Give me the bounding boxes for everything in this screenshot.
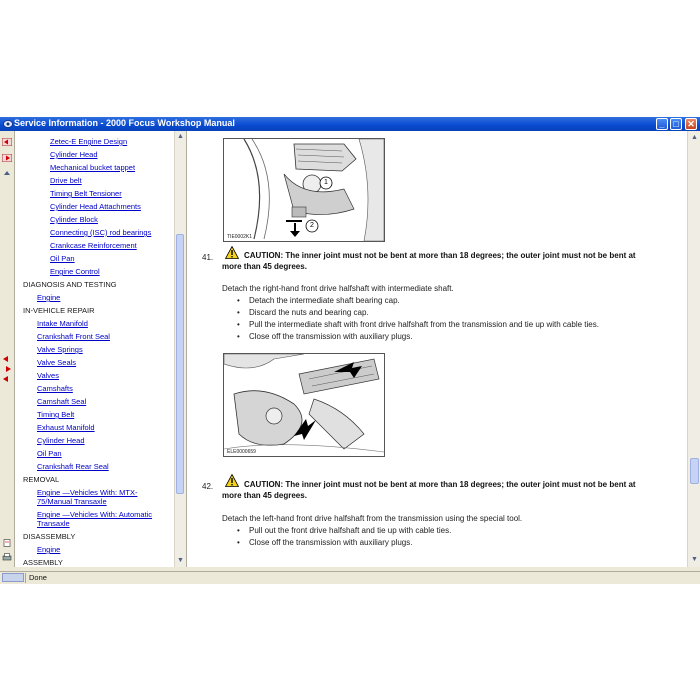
toc-link-cylinder-head[interactable]: Cylinder Head <box>50 150 98 159</box>
app-window <box>0 117 700 583</box>
figure-id-label: ELE0000659 <box>227 449 256 455</box>
step-41-caution-line1: CAUTION: The inner joint must not be bent at more than 18 degrees; the outer joint must not be bent at <box>244 251 636 260</box>
back-arrow-icon[interactable] <box>2 138 12 146</box>
toc-link-cylinder-head-repair[interactable]: Cylinder Head <box>37 436 85 445</box>
toc-link-timing-belt-tensioner[interactable]: Timing Belt Tensioner <box>50 189 122 198</box>
toc-link-valve-springs[interactable]: Valve Springs <box>37 345 83 354</box>
toc-heading-disassembly[interactable]: DISASSEMBLY <box>23 532 76 541</box>
toc-link-zetec-e-engine-design[interactable]: Zetec-E Engine Design <box>50 137 128 146</box>
step-42-bullet: • Pull out the front drive halfshaft and tie up with cable ties. <box>237 526 452 535</box>
step-41-bullet-text: Discard the nuts and bearing cap. <box>249 308 369 317</box>
toc-link-engine-automatic-line2[interactable]: Transaxle <box>37 519 70 528</box>
minimize-button[interactable]: _ <box>656 118 668 130</box>
content-scroll-thumb[interactable] <box>690 458 699 484</box>
back-arrow-icon[interactable] <box>2 375 12 383</box>
back-arrow-icon[interactable] <box>2 355 12 363</box>
document-content <box>187 131 687 567</box>
toc-link-engine-diagnosis[interactable]: Engine <box>37 293 61 302</box>
nav-scroll-thumb[interactable] <box>176 234 184 494</box>
toc-link-oil-pan[interactable]: Oil Pan <box>50 254 75 263</box>
step-41-bullet: • Close off the transmission with auxiliary plugs. <box>237 332 413 341</box>
callout-1-label: 1 <box>324 179 328 186</box>
callout-2-label: 2 <box>310 222 314 229</box>
app-icon <box>3 119 13 129</box>
toc-link-engine-disassembly[interactable]: Engine <box>37 545 61 554</box>
toc-link-crankshaft-front-seal[interactable]: Crankshaft Front Seal <box>37 332 110 341</box>
warning-icon <box>225 474 239 487</box>
toc-link-timing-belt[interactable]: Timing Belt <box>37 410 75 419</box>
toc-link-valves[interactable]: Valves <box>37 371 59 380</box>
step-41-bullet-text: Pull the intermediate shaft with front drive halfshaft from the transmission and tie up with cable ties. <box>249 320 599 329</box>
toc-link-intake-manifold[interactable]: Intake Manifold <box>37 319 88 328</box>
nav-scrollbar[interactable] <box>174 131 187 567</box>
document-icon[interactable] <box>2 539 12 547</box>
content-scroll-down-icon[interactable]: ▼ <box>691 556 698 563</box>
toc-link-drive-belt[interactable]: Drive belt <box>50 176 82 185</box>
nav-scroll-up-icon[interactable]: ▲ <box>177 133 184 140</box>
toc-link-camshaft-seal[interactable]: Camshaft Seal <box>37 397 87 406</box>
toc-link-exhaust-manifold[interactable]: Exhaust Manifold <box>37 423 95 432</box>
toc-link-engine-control[interactable]: Engine Control <box>50 267 100 276</box>
step-41-bullet-text: Detach the intermediate shaft bearing cap. <box>249 296 400 305</box>
halfshaft-illustration <box>224 139 384 241</box>
step-42-bullet-text: Pull out the front drive halfshaft and tie up with cable ties. <box>249 526 452 535</box>
left-toolstrip <box>0 131 15 567</box>
step-41-intro: Detach the right-hand front drive halfshaft with intermediate shaft. <box>222 284 454 293</box>
figure-id-label: TIE0002K1 <box>227 234 253 240</box>
figure-transmission-halfshaft <box>223 353 385 457</box>
status-bar <box>0 571 700 584</box>
close-button[interactable]: ✕ <box>685 118 697 130</box>
toc-link-cylinder-head-attachments[interactable]: Cylinder Head Attachments <box>50 202 141 211</box>
toc-heading-diagnosis-and-testing[interactable]: DIAGNOSIS AND TESTING <box>23 280 117 289</box>
nav-scroll-down-icon[interactable]: ▼ <box>177 557 184 564</box>
step-42-caution-line2: more than 45 degrees. <box>222 491 307 500</box>
step-42-bullet-text: Close off the transmission with auxiliary plugs. <box>249 538 413 547</box>
step-42-caution-line1: CAUTION: The inner joint must not be bent at more than 18 degrees; the outer joint must not be bent at <box>244 480 636 489</box>
step-41-bullet-text: Close off the transmission with auxiliary plugs. <box>249 332 413 341</box>
content-scrollbar[interactable] <box>687 131 700 567</box>
toc-link-valve-seals[interactable]: Valve Seals <box>37 358 77 367</box>
title-bar[interactable] <box>0 117 700 131</box>
toc-tree <box>15 131 174 567</box>
toc-heading-in-vehicle-repair[interactable]: IN-VEHICLE REPAIR <box>23 306 95 315</box>
left-toolstrip-scroll-up-icon[interactable] <box>2 169 12 177</box>
maximize-button[interactable]: □ <box>670 118 682 130</box>
step-41-number: 41. <box>202 253 214 262</box>
toc-link-engine-mtx75[interactable]: Engine —Vehicles With: MTX- <box>37 488 138 497</box>
status-divider <box>25 573 26 583</box>
step-42-intro: Detach the left-hand front drive halfshaft from the transmission using the special tool. <box>222 514 523 523</box>
step-41-bullet: • Discard the nuts and bearing cap. <box>237 308 369 317</box>
warning-icon <box>225 246 239 259</box>
toc-link-camshafts[interactable]: Camshafts <box>37 384 73 393</box>
step-41-bullet: • Detach the intermediate shaft bearing cap. <box>237 296 400 305</box>
toc-link-mechanical-bucket-tappet[interactable]: Mechanical bucket tappet <box>50 163 136 172</box>
step-42-bullet: • Close off the transmission with auxiliary plugs. <box>237 538 413 547</box>
transmission-illustration <box>224 354 384 456</box>
step-41-bullet: • Pull the intermediate shaft with front drive halfshaft from the transmission and tie up with cable ties. <box>237 320 599 329</box>
toc-link-engine-automatic[interactable]: Engine —Vehicles With: Automatic <box>37 510 153 519</box>
status-text: Done <box>29 573 47 582</box>
forward-arrow-icon[interactable] <box>2 365 12 373</box>
toc-heading-assembly[interactable]: ASSEMBLY <box>23 558 63 567</box>
status-icon <box>2 573 24 582</box>
window-title: Service Information - 2000 Focus Workshop Manual <box>14 118 235 128</box>
step-42-number: 42. <box>202 482 214 491</box>
print-icon[interactable] <box>2 553 12 561</box>
toc-link-crankshaft-rear-seal[interactable]: Crankshaft Rear Seal <box>37 462 109 471</box>
content-scroll-up-icon[interactable]: ▲ <box>691 134 698 141</box>
step-41-caution-line2: more than 45 degrees. <box>222 262 307 271</box>
toc-heading-removal[interactable]: REMOVAL <box>23 475 60 484</box>
toc-link-engine-mtx75-line2[interactable]: 75/Manual Transaxle <box>37 497 107 506</box>
figure-halfshaft-bearing <box>223 138 385 242</box>
toc-link-connecting-rod-bearings[interactable]: Connecting (ISC) rod bearings <box>50 228 152 237</box>
toc-link-oil-pan-repair[interactable]: Oil Pan <box>37 449 62 458</box>
forward-arrow-icon[interactable] <box>2 154 12 162</box>
toc-link-cylinder-block[interactable]: Cylinder Block <box>50 215 98 224</box>
toc-link-crankcase-reinforcement[interactable]: Crankcase Reinforcement <box>50 241 137 250</box>
